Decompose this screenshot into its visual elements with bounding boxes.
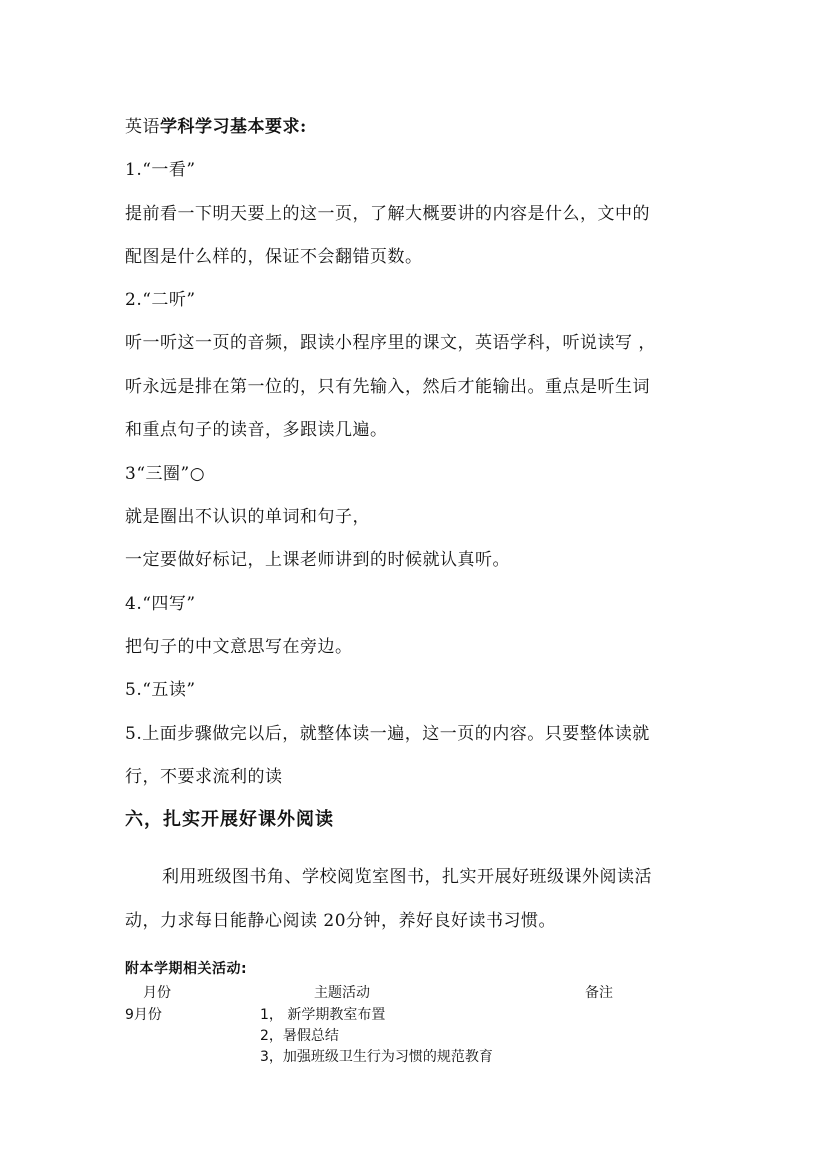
- activities-title: 附本学期相关活动:: [125, 961, 248, 977]
- english-title-prefix: 英语: [125, 117, 160, 137]
- english-title-bold: 学科学习基本要求:: [160, 117, 307, 137]
- header-theme: 主题活动: [314, 985, 370, 1001]
- step5-line1: 5.上面步骤做完以后，就整体读一遍，这一页的内容。只要整体读就: [125, 724, 650, 744]
- step3-title: 3“三圈”○: [125, 464, 206, 484]
- section6-heading: 六，扎实开展好课外阅读: [125, 809, 334, 830]
- header-month: 月份: [143, 985, 171, 1001]
- step2-line1: 听一听这一页的音频，跟读小程序里的课文，英语学科，听说读写 ，: [125, 333, 656, 353]
- english-title: [125, 112, 307, 137]
- header-note: 备注: [585, 985, 613, 1001]
- step3-line1: 就是圈出不认识的单词和句子，: [125, 507, 370, 527]
- step5-title: 5.“五读”: [125, 680, 196, 700]
- section6-para-line2: 动，力求每日能静心阅读 20分钟，养好良好读书习惯。: [125, 911, 557, 931]
- step4-line1: 把句子的中文意思写在旁边。: [125, 637, 353, 657]
- row-item: 1， 新学期教室布置: [260, 1007, 386, 1023]
- step2-line2: 听永远是排在第一位的，只有先输入，然后才能输出。重点是听生词: [125, 377, 650, 397]
- step3-line2: 一定要做好标记，上课老师讲到的时候就认真听。: [125, 550, 510, 570]
- row-month: 9月份: [125, 1007, 162, 1023]
- section6-para-line1: 利用班级图书角、学校阅览室图书，扎实开展好班级课外阅读活: [162, 867, 652, 887]
- step2-line3: 和重点句子的读音，多跟读几遍。: [125, 420, 388, 440]
- step1-line1: 提前看一下明天要上的这一页，了解大概要讲的内容是什么，文中的: [125, 204, 650, 224]
- row-item: 2，暑假总结: [260, 1028, 339, 1044]
- step1-title: 1.“一看”: [125, 160, 196, 180]
- row-item: 3，加强班级卫生行为习惯的规范教育: [260, 1049, 493, 1065]
- step1-line2: 配图是什么样的，保证不会翻错页数。: [125, 247, 423, 267]
- step4-title: 4.“四写”: [125, 594, 196, 614]
- step2-title: 2.“二听”: [125, 290, 196, 310]
- step5-line2: 行，不要求流利的读: [125, 767, 283, 787]
